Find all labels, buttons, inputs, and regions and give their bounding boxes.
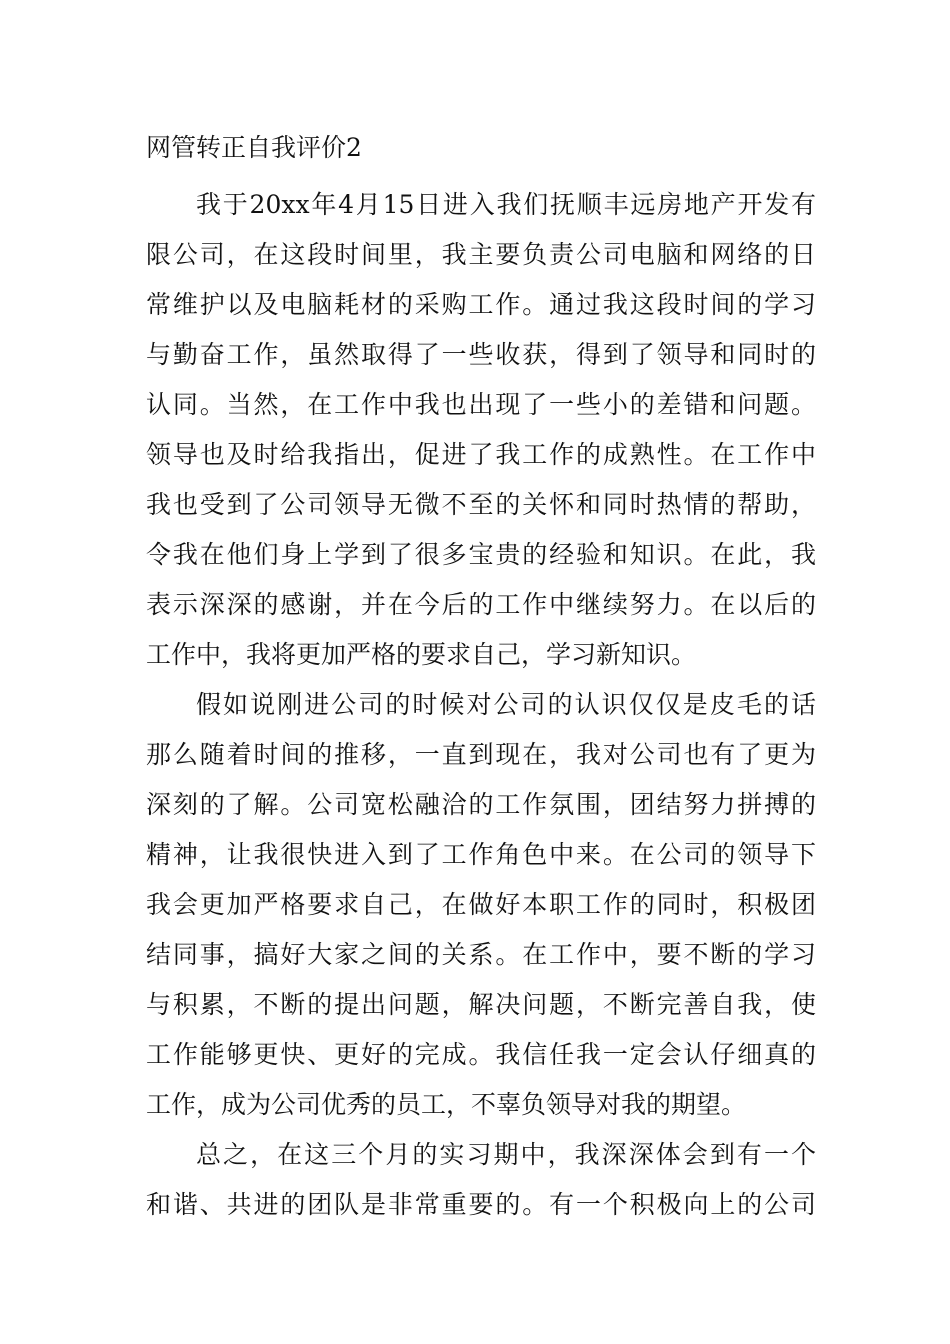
paragraph-line: 与勤奋工作，虽然取得了一些收获，得到了领导和同时的: [146, 340, 816, 369]
paragraph-line: 深刻的了解。公司宽松融洽的工作氛围，团结努力拼搏的: [146, 790, 816, 819]
paragraph: [146, 180, 816, 680]
paragraph-line: 我也受到了公司领导无微不至的关怀和同时热情的帮助，: [146, 490, 816, 519]
paragraph-line: 精神，让我很快进入到了工作角色中来。在公司的领导下: [146, 840, 816, 869]
paragraph-line: 那么随着时间的推移，一直到现在，我对公司也有了更为: [146, 740, 816, 769]
document-title: 网管转正自我评价2: [146, 133, 362, 162]
paragraph-line: 表示深深的感谢，并在今后的工作中继续努力。在以后的: [146, 590, 816, 619]
paragraph-line: 限公司，在这段时间里，我主要负责公司电脑和网络的日: [146, 240, 816, 269]
paragraph-line: 领导也及时给我指出，促进了我工作的成熟性。在工作中: [146, 440, 816, 469]
paragraph-line: 我会更加严格要求自己，在做好本职工作的同时，积极团: [146, 890, 816, 919]
paragraph-line: 常维护以及电脑耗材的采购工作。通过我这段时间的学习: [146, 290, 816, 319]
paragraph-line: 和谐、共进的团队是非常重要的。有一个积极向上的公司: [146, 1190, 816, 1219]
paragraph: [146, 1130, 816, 1230]
paragraph-line: 令我在他们身上学到了很多宝贵的经验和知识。在此，我: [146, 540, 816, 569]
paragraph-line: 工作中，我将更加严格的要求自己，学习新知识。: [146, 640, 697, 669]
paragraph-line: 我于20xx年4月15日进入我们抚顺丰远房地产开发有: [196, 190, 816, 219]
paragraph-line: 结同事，搞好大家之间的关系。在工作中，要不断的学习: [146, 940, 816, 969]
paragraph-line: 假如说刚进公司的时候对公司的认识仅仅是皮毛的话: [196, 690, 816, 719]
paragraph-line: 工作能够更快、更好的完成。我信任我一定会认仔细真的: [146, 1040, 816, 1069]
paragraph-line: 工作，成为公司优秀的员工，不辜负领导对我的期望。: [146, 1090, 747, 1119]
paragraph: [146, 680, 816, 1130]
paragraph-line: 认同。当然，在工作中我也出现了一些小的差错和问题。: [146, 390, 816, 419]
paragraph-line: 总之，在这三个月的实习期中，我深深体会到有一个: [196, 1140, 816, 1169]
paragraph-line: 与积累，不断的提出问题，解决问题，不断完善自我，使: [146, 990, 816, 1019]
document-body: [146, 180, 816, 1230]
